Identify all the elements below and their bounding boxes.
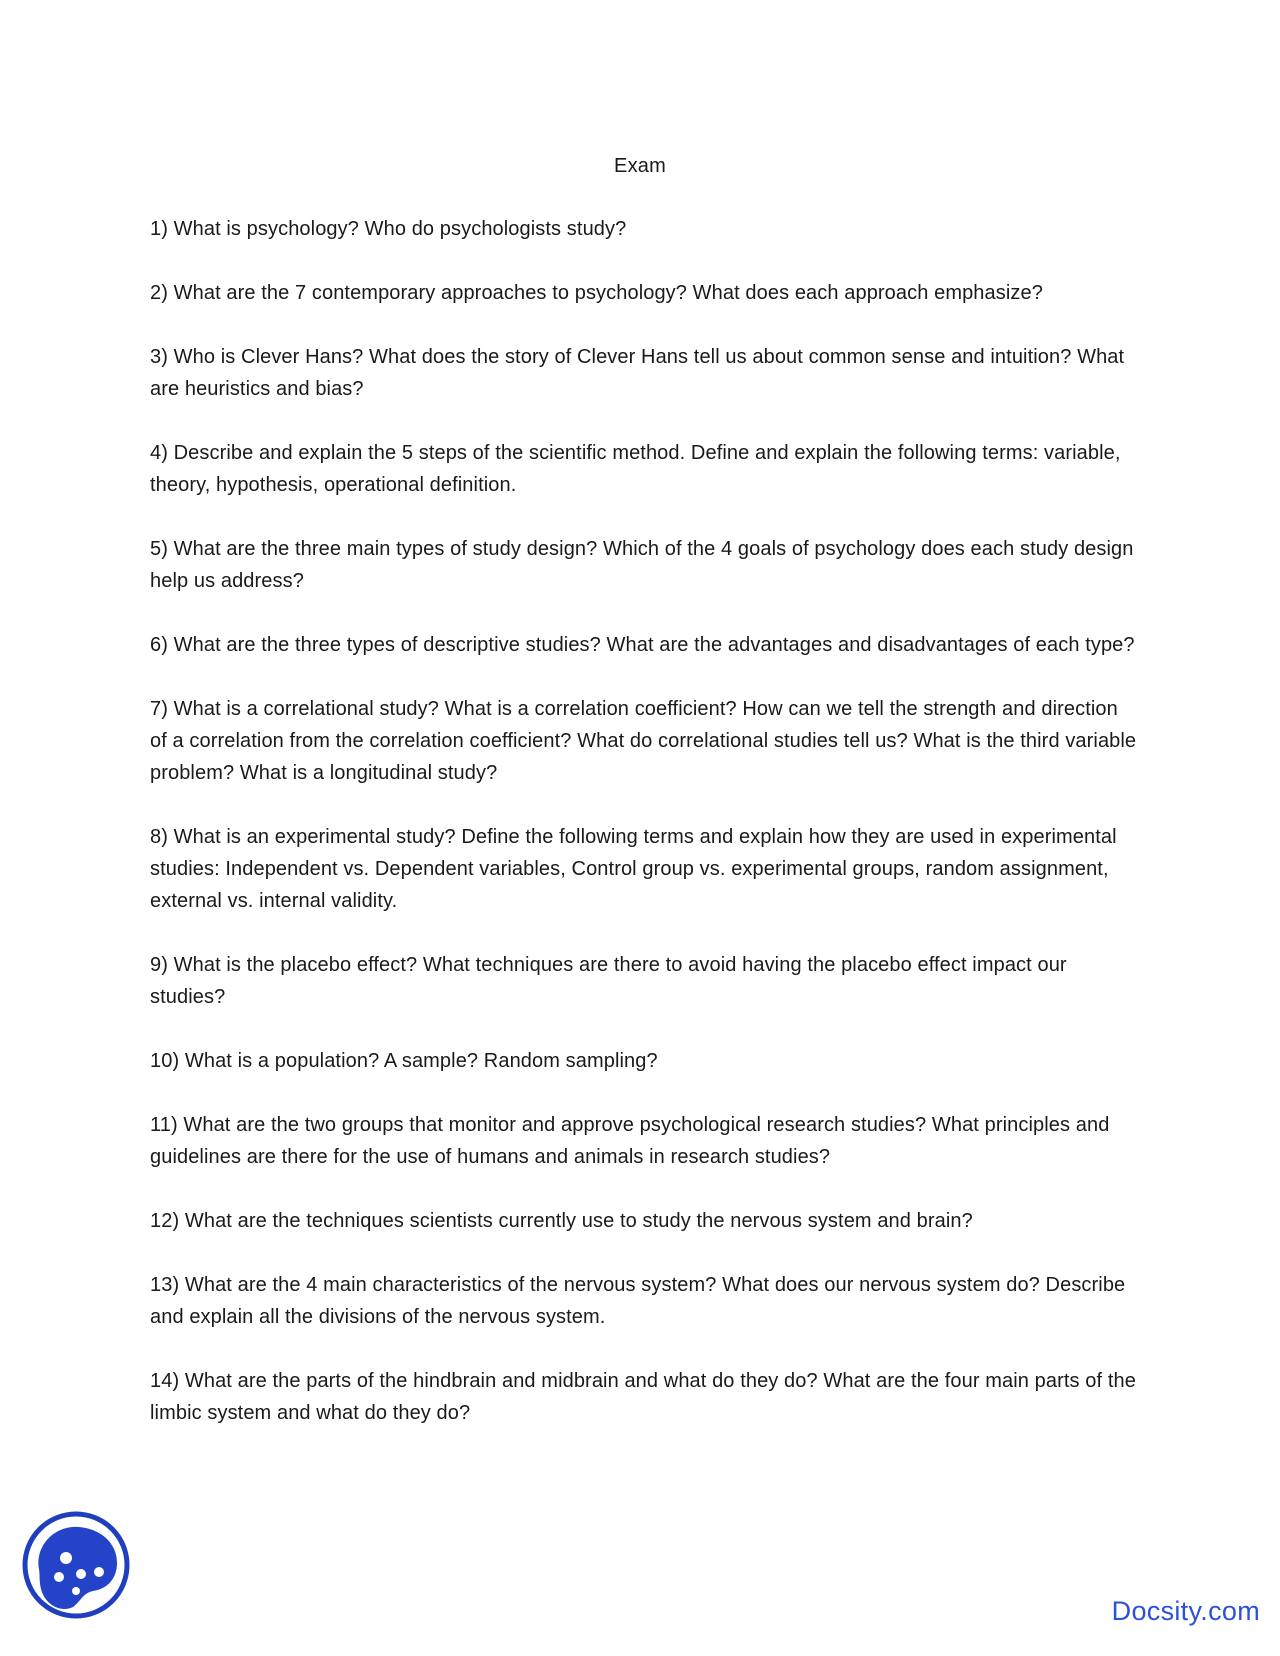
docsity-logo-icon[interactable] — [21, 1509, 131, 1621]
question-item: 14) What are the parts of the hindbrain and midbrain and what do they do? What are the four main parts of the limbic system and what do they do? — [150, 1370, 1136, 1424]
docsity-brand-link[interactable]: Docsity.com — [1111, 1596, 1260, 1626]
question-item: 4) Describe and explain the 5 steps of the scientific method. Define and explain the following terms: variable, theory, hypothesis, operational definition. — [150, 442, 1121, 496]
question-item: 2) What are the 7 contemporary approaches to psychology? What does each approach emphasize? — [150, 282, 1043, 304]
question-item: 13) What are the 4 main characteristics of the nervous system? What does our nervous system do? Describe and explain all the divisions of the nervous system. — [150, 1274, 1126, 1328]
question-item: 6) What are the three types of descriptive studies? What are the advantages and disadvantages of each type? — [150, 634, 1135, 656]
question-item: 10) What is a population? A sample? Random sampling? — [150, 1050, 658, 1072]
question-item: 5) What are the three main types of study design? Which of the 4 goals of psychology does each study design help us address? — [150, 538, 1134, 592]
question-list — [150, 213, 1140, 1461]
document-title: Exam — [614, 155, 666, 177]
question-item: 7) What is a correlational study? What is a correlation coefficient? How can we tell the strength and direction of a correlation from the correlation coefficient? What do correlational studies tell us? What is the third variable problem? What is a longitudinal study? — [150, 698, 1137, 784]
question-item: 1) What is psychology? Who do psychologists study? — [150, 218, 627, 240]
question-item: 12) What are the techniques scientists currently use to study the nervous system and brain? — [150, 1210, 973, 1232]
question-item: 11) What are the two groups that monitor and approve psychological research studies? What principles and guidelines are there for the use of humans and animals in research studies? — [150, 1114, 1110, 1168]
question-item: 3) Who is Clever Hans? What does the story of Clever Hans tell us about common sense and intuition? What are heuristics and bias? — [150, 346, 1125, 400]
question-item: 8) What is an experimental study? Define the following terms and explain how they are used in experimental studies: Independent vs. Dependent variables, Control group vs. experimental groups, random assignment, external vs. internal validity. — [150, 826, 1117, 912]
question-item: 9) What is the placebo effect? What techniques are there to avoid having the placebo effect impact our studies? — [150, 954, 1067, 1008]
